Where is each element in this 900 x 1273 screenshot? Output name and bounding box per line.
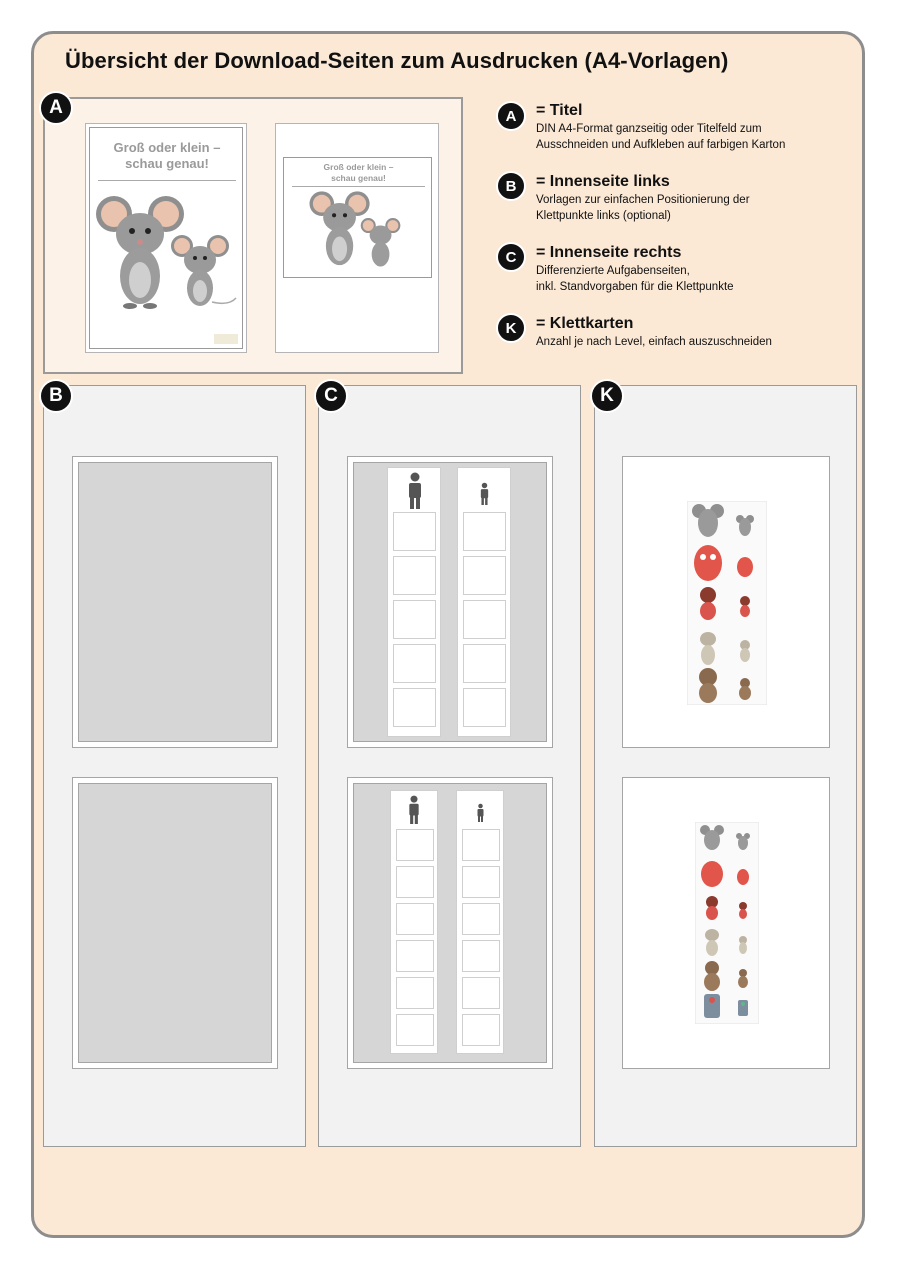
legend-text-a-line2: Ausschneiden und Aufkleben auf farbigen Karton (536, 139, 786, 151)
cover-title (96, 140, 238, 173)
cover-titlefield-page (275, 123, 439, 353)
legend-badge-k: K (496, 313, 526, 343)
b-page-2 (72, 777, 278, 1069)
c2-strip-big (390, 790, 438, 1054)
cover-fullpage (85, 123, 247, 353)
cell (396, 829, 434, 861)
cell (393, 512, 436, 551)
cell (463, 644, 506, 683)
cell (396, 1014, 434, 1046)
legend-badge-b: B (496, 171, 526, 201)
legend-heading-k: = Klettkarten (536, 315, 634, 332)
cell (462, 903, 500, 935)
titlefield-divider (292, 186, 425, 187)
person-small-icon (479, 482, 490, 506)
legend-text-b-line1: Vorlagen zur einfachen Positionierung der (536, 194, 750, 206)
b-page-1 (72, 456, 278, 748)
legend-badge-c: C (496, 242, 526, 272)
badge-k: K (590, 379, 624, 413)
cover-divider (98, 180, 236, 181)
cell (393, 600, 436, 639)
cell (396, 903, 434, 935)
c1-strip-big (387, 467, 441, 737)
legend-text-a (536, 121, 856, 153)
legend-text-b-line2: Klettpunkte links (optional) (536, 210, 671, 222)
cell (462, 940, 500, 972)
titlefield-box (283, 157, 432, 278)
titlefield-title-line1: Groß oder klein – (323, 162, 394, 172)
legend-text-a-line1: DIN A4-Format ganzseitig oder Titelfeld zum (536, 123, 762, 135)
badge-a: A (39, 91, 73, 125)
c-page-2-area (353, 783, 547, 1063)
legend-text-c-line2: inkl. Standvorgaben für die Klettpunkte (536, 281, 734, 293)
panel-b-inner-left (43, 385, 306, 1147)
c-page-1 (347, 456, 553, 748)
cell (463, 556, 506, 595)
cell (463, 688, 506, 727)
cell (463, 600, 506, 639)
c1-strip-small (457, 467, 511, 737)
titlefield-title-line2: schau genau! (331, 172, 386, 183)
cell (462, 977, 500, 1009)
mice-illustration (94, 194, 240, 314)
legend-heading-b: = Innenseite links (536, 173, 670, 190)
legend-text-b (536, 192, 856, 224)
cell (393, 644, 436, 683)
legend-text-c (536, 263, 856, 295)
legend-text-k (536, 334, 856, 350)
c-page-2 (347, 777, 553, 1069)
cell (462, 829, 500, 861)
k-page-1 (622, 456, 830, 748)
mice-illustration-small (302, 190, 414, 272)
cell (396, 940, 434, 972)
velcro-cards-sheet-1 (687, 501, 767, 705)
panel-k-velcro-cards (594, 385, 857, 1147)
page-title: Übersicht der Download-Seiten zum Ausdrucken (A4-Vorlagen) (65, 48, 729, 73)
cover-logo-mark (214, 334, 238, 344)
cell (462, 866, 500, 898)
c-page-1-area (353, 462, 547, 742)
cell (393, 556, 436, 595)
k-page-2 (622, 777, 830, 1069)
cover-title-line1: Groß oder klein – (113, 140, 221, 155)
cover-title-line2: schau genau! (125, 156, 209, 172)
cell (396, 977, 434, 1009)
badge-b: B (39, 379, 73, 413)
legend-text-c-line1: Differenzierte Aufgabenseiten, (536, 265, 690, 277)
cell (393, 688, 436, 727)
cover-preview-box (43, 97, 463, 374)
velcro-cards-sheet-2 (695, 822, 759, 1024)
titlefield-title (288, 162, 429, 183)
cell (462, 1014, 500, 1046)
person-big-icon (406, 472, 424, 510)
cell (396, 866, 434, 898)
cell (463, 512, 506, 551)
b-page-2-area (78, 783, 272, 1063)
b-page-1-area (78, 462, 272, 742)
badge-c: C (314, 379, 348, 413)
legend-heading-c: = Innenseite rechts (536, 244, 682, 261)
panel-c-inner-right (318, 385, 581, 1147)
legend-badge-a: A (496, 101, 526, 131)
c2-strip-small (456, 790, 504, 1054)
legend-heading-a: = Titel (536, 102, 583, 119)
person-big-icon (407, 795, 421, 825)
person-small-icon (476, 803, 485, 823)
legend-text-k-line1: Anzahl je nach Level, einfach auszuschneiden (536, 336, 772, 348)
